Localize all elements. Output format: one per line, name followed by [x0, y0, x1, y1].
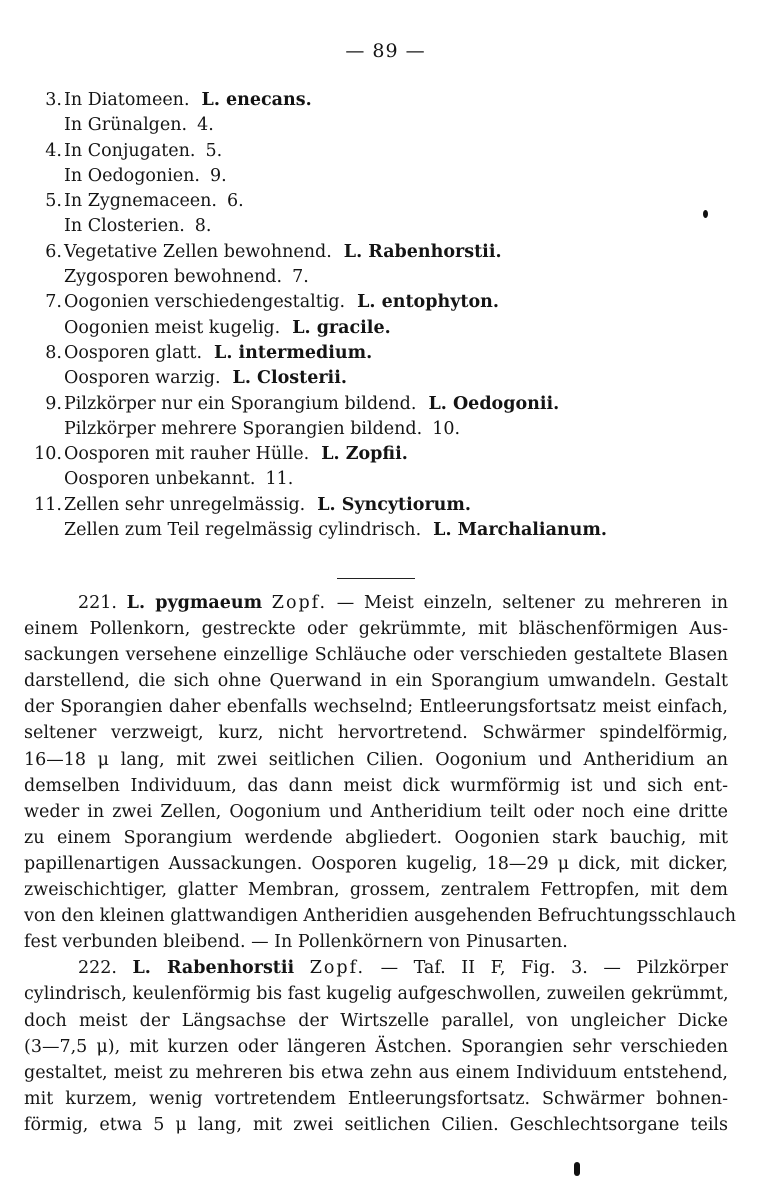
paragraph-text: — Taf. II F, Fig. 3. — Pilzkörper [380, 958, 728, 979]
species-descriptions [24, 590, 737, 1138]
paragraph-line: der Sporangien daher ebenfalls wechselnd; Entleerungsfortsatz meist einfach, [24, 697, 728, 718]
key-reference: 5. [205, 140, 223, 161]
species-number: 221. [78, 593, 117, 613]
species-222-paragraph [24, 955, 728, 1138]
key-text: Zellen sehr unregelmässig. [64, 494, 306, 515]
key-number: 10. [34, 444, 62, 465]
key-taxon: L. Oedogonii. [428, 393, 560, 414]
paper-speck [574, 1162, 580, 1176]
key-text: Oogonien verschiedengestaltig. [64, 292, 346, 313]
key-text: Oosporen mit rauher Hülle. [64, 444, 310, 465]
species-name: L. pygmaeum [126, 593, 263, 613]
paragraph-line: cylindrisch, keulenförmig bis fast kugelig aufgeschwollen, zuweilen gekrümmt, [24, 984, 729, 1005]
key-reference: 9. [209, 165, 227, 186]
key-number: 7. [45, 292, 62, 313]
key-row [28, 316, 748, 341]
key-text: Zygosporen bewohnend. [64, 267, 283, 288]
key-row [28, 417, 748, 442]
key-row [28, 290, 748, 315]
key-taxon: L. Zopfii. [321, 444, 408, 465]
species-author: Zopf. [309, 958, 366, 979]
paragraph-line: zweischichtiger, glatter Membran, grossem, zentralem Fettropfen, mit dem [24, 880, 728, 901]
key-text: Vegetative Zellen bewohnend. [64, 241, 332, 262]
key-number: 9. [45, 393, 62, 414]
key-taxon: L. gracile. [292, 317, 391, 338]
species-number: 222. [78, 958, 117, 979]
key-taxon: L. Closterii. [232, 368, 347, 389]
paragraph-line: seltener verzweigt, kurz, nicht hervortretend. Schwärmer spindelförmig, [24, 723, 728, 744]
key-text: In Grünalgen. [64, 115, 188, 136]
key-text: In Zygnemaceen. [64, 191, 217, 212]
species-name: L. Rabenhorstii [132, 958, 295, 979]
paragraph-line: demselben Individuum, das dann meist dick wurmförmig ist und sich ent- [24, 775, 728, 796]
key-row [28, 366, 748, 391]
species-author: Zopf. [271, 593, 328, 613]
key-taxon: L. enecans. [201, 90, 312, 110]
paragraph-line: förmig, etwa 5 μ lang, mit zwei seitlichen Cilien. Geschlechtsorgane teils [24, 1114, 728, 1135]
key-taxon: L. Syncytiorum. [317, 494, 472, 515]
paragraph-line: zu einem Sporangium werdende abgliedert. Oogonien stark bauchig, mit [24, 827, 728, 848]
key-text: Oogonien meist kugelig. [64, 317, 281, 338]
key-row [28, 467, 748, 492]
paragraph-first-line [24, 590, 728, 616]
key-row [28, 442, 748, 467]
key-number: 8. [45, 342, 62, 363]
key-row [28, 265, 748, 290]
key-reference: 10. [432, 418, 461, 439]
key-text: Oosporen unbekannt. [64, 469, 256, 490]
key-reference: 7. [292, 267, 309, 288]
key-row [28, 392, 748, 417]
paragraph-line: (3—7,5 μ), mit kurzen oder längeren Ästchen. Sporangien sehr verschieden [24, 1036, 728, 1057]
key-row [28, 189, 748, 214]
paragraph-line: papillenartigen Aussackungen. Oosporen kugelig, 18—29 μ dick, mit dicker, [24, 853, 728, 874]
key-text: In Oedogonien. [64, 165, 200, 186]
key-number: 4. [45, 140, 62, 161]
key-text: Oosporen glatt. [64, 342, 203, 363]
key-reference: 11. [265, 469, 294, 490]
key-taxon: L. entophyton. [357, 292, 499, 313]
key-text: In Closterien. [64, 216, 185, 237]
key-text: Pilzkörper mehrere Sporangien bildend. [64, 418, 423, 439]
section-divider [337, 578, 415, 579]
page-number: — 89 — [345, 40, 426, 62]
key-reference: 8. [194, 216, 212, 237]
species-221-paragraph [24, 590, 737, 955]
key-reference: 4. [197, 115, 214, 136]
paragraph-line: weder in zwei Zellen, Oogonium und Antheridium teilt oder noch eine dritte [24, 801, 728, 822]
key-row [28, 113, 748, 138]
key-taxon: L. intermedium. [214, 342, 373, 363]
paragraph-line: fest verbunden bleibend. — In Pollenkörnern von Pinusarten. [24, 932, 568, 953]
key-reference: 6. [227, 191, 244, 212]
key-number: 5. [45, 191, 62, 212]
key-text: Oosporen warzig. [64, 368, 221, 389]
key-text: In Conjugaten. [64, 140, 196, 161]
paragraph-line: von den kleinen glattwandigen Antheridien ausgehenden Befruchtungsschlauch [24, 906, 737, 927]
key-row [28, 518, 748, 543]
paragraph-first-line [24, 955, 728, 981]
paragraph-line: 16—18 μ lang, mit zwei seitlichen Cilien. Oogonium und Antheridium an [24, 749, 728, 770]
key-row [28, 240, 748, 265]
paragraph-line: darstellend, die sich ohne Querwand in ein Sporangium umwandeln. Gestalt [24, 671, 728, 692]
paragraph-text: — Meist einzeln, seltener zu mehreren in [336, 593, 728, 613]
key-number: 6. [45, 241, 62, 262]
paragraph-line: einem Pollenkorn, gestreckte oder gekrümmte, mit bläschenförmigen Aus- [24, 619, 728, 640]
paragraph-line: mit kurzem, wenig vortretendem Entleerungsfortsatz. Schwärmer bohnen- [24, 1088, 728, 1109]
paragraph-line: gestaltet, meist zu mehreren bis etwa zehn aus einem Individuum entstehend, [24, 1062, 728, 1083]
paragraph-line: doch meist der Längsachse der Wirtszelle parallel, von ungleicher Dicke [24, 1010, 728, 1031]
key-number: 11. [34, 494, 62, 515]
key-taxon: L. Marchalianum. [433, 520, 607, 541]
key-row [28, 88, 748, 113]
key-text: Pilzkörper nur ein Sporangium bildend. [64, 393, 417, 414]
determination-key [28, 88, 748, 543]
paper-speck [703, 210, 708, 218]
key-number: 3. [45, 90, 62, 110]
key-text: In Diatomeen. [64, 90, 190, 110]
key-row [28, 493, 748, 518]
key-row [28, 139, 748, 164]
key-taxon: L. Rabenhorstii. [343, 241, 502, 262]
key-row [28, 341, 748, 366]
key-row [28, 164, 748, 189]
key-row [28, 214, 748, 239]
paragraph-line: sackungen versehene einzellige Schläuche oder verschieden gestaltete Blasen [24, 645, 728, 666]
key-text: Zellen zum Teil regelmässig cylindrisch. [64, 520, 422, 541]
